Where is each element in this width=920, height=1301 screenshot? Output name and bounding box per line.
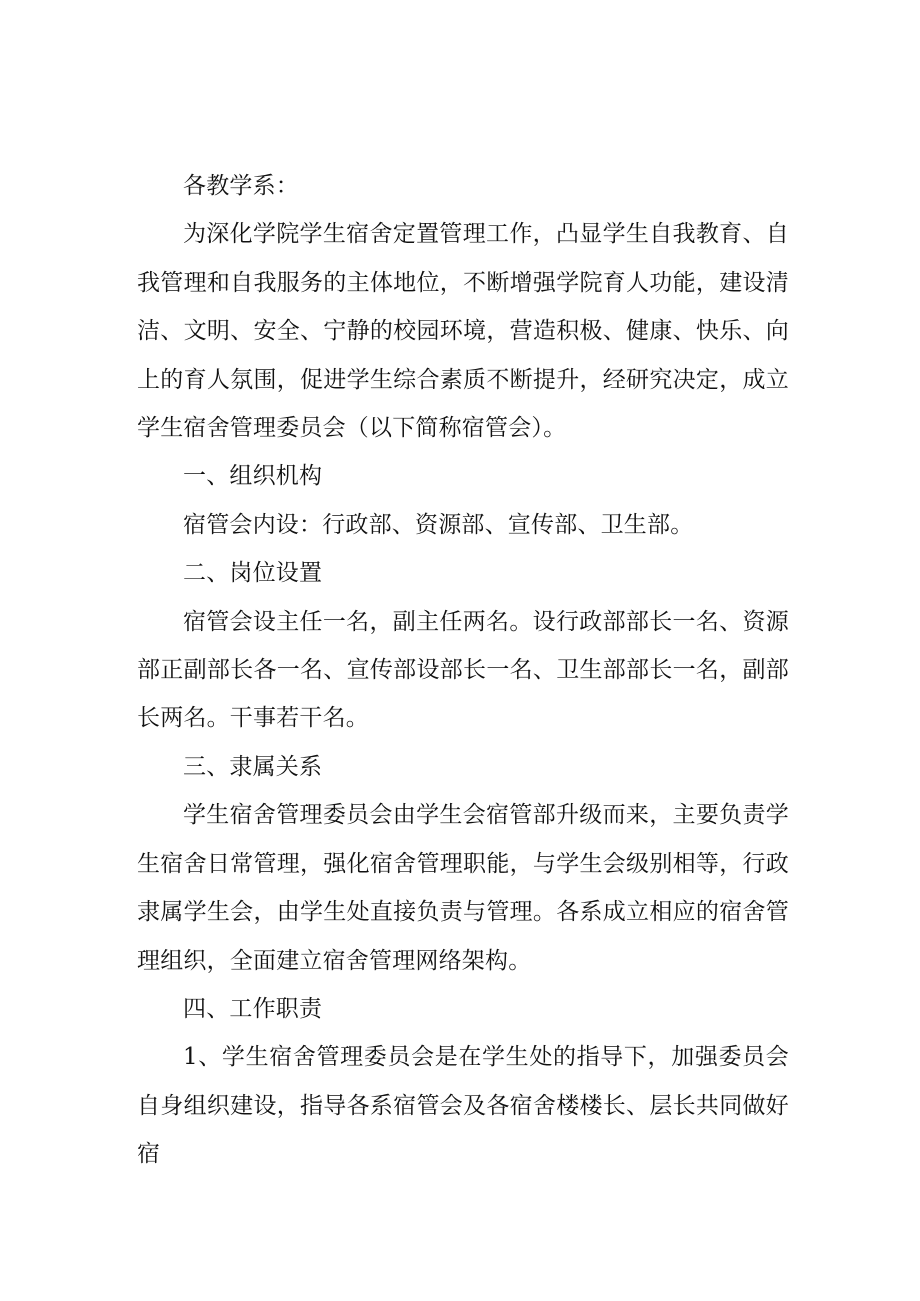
section-heading-organization: 一、组织机构 [183, 463, 323, 490]
affiliation-paragraph: 学生宿舍管理委员会由学生会宿管部升级而来，主要负责学生宿舍日常管理，强化宿舍管理职能，与学生会级别相等，行政隶属学生会，由学生处直接负责与管理。各系成立相应的宿舍管理组织，全面建立宿舍管理网络架构。 [137, 802, 789, 974]
salutation: 各教学系： [183, 173, 299, 199]
section-heading-duties: 四、工作职责 [183, 995, 323, 1022]
positions-paragraph: 宿管会设主任一名，副主任两名。设行政部部长一名、资源部正副部长各一名、宣传部设部长一名、卫生部部长一名，副部长两名。干事若干名。 [137, 608, 789, 732]
intro-paragraph: 为深化学院学生宿舍定置管理工作，凸显学生自我教育、自我管理和自我服务的主体地位，不断增强学院育人功能，建设清洁、文明、安全、宁静的校园环境，营造积极、健康、快乐、向上的育人氛围，促进学生综合素质不断提升，经研究决定，成立学生宿舍管理委员会（以下简称宿管会）。 [137, 221, 789, 442]
duties-paragraph-1: 1、学生宿舍管理委员会是在学生处的指导下，加强委员会自身组织建设，指导各系宿管会及各宿舍楼楼长、层长共同做好宿 [137, 1044, 789, 1168]
section-heading-affiliation: 三、隶属关系 [183, 753, 323, 780]
organization-paragraph: 宿管会内设：行政部、资源部、宣传部、卫生部。 [183, 511, 694, 538]
section-heading-positions: 二、岗位设置 [183, 560, 323, 587]
document-body [137, 162, 789, 1179]
